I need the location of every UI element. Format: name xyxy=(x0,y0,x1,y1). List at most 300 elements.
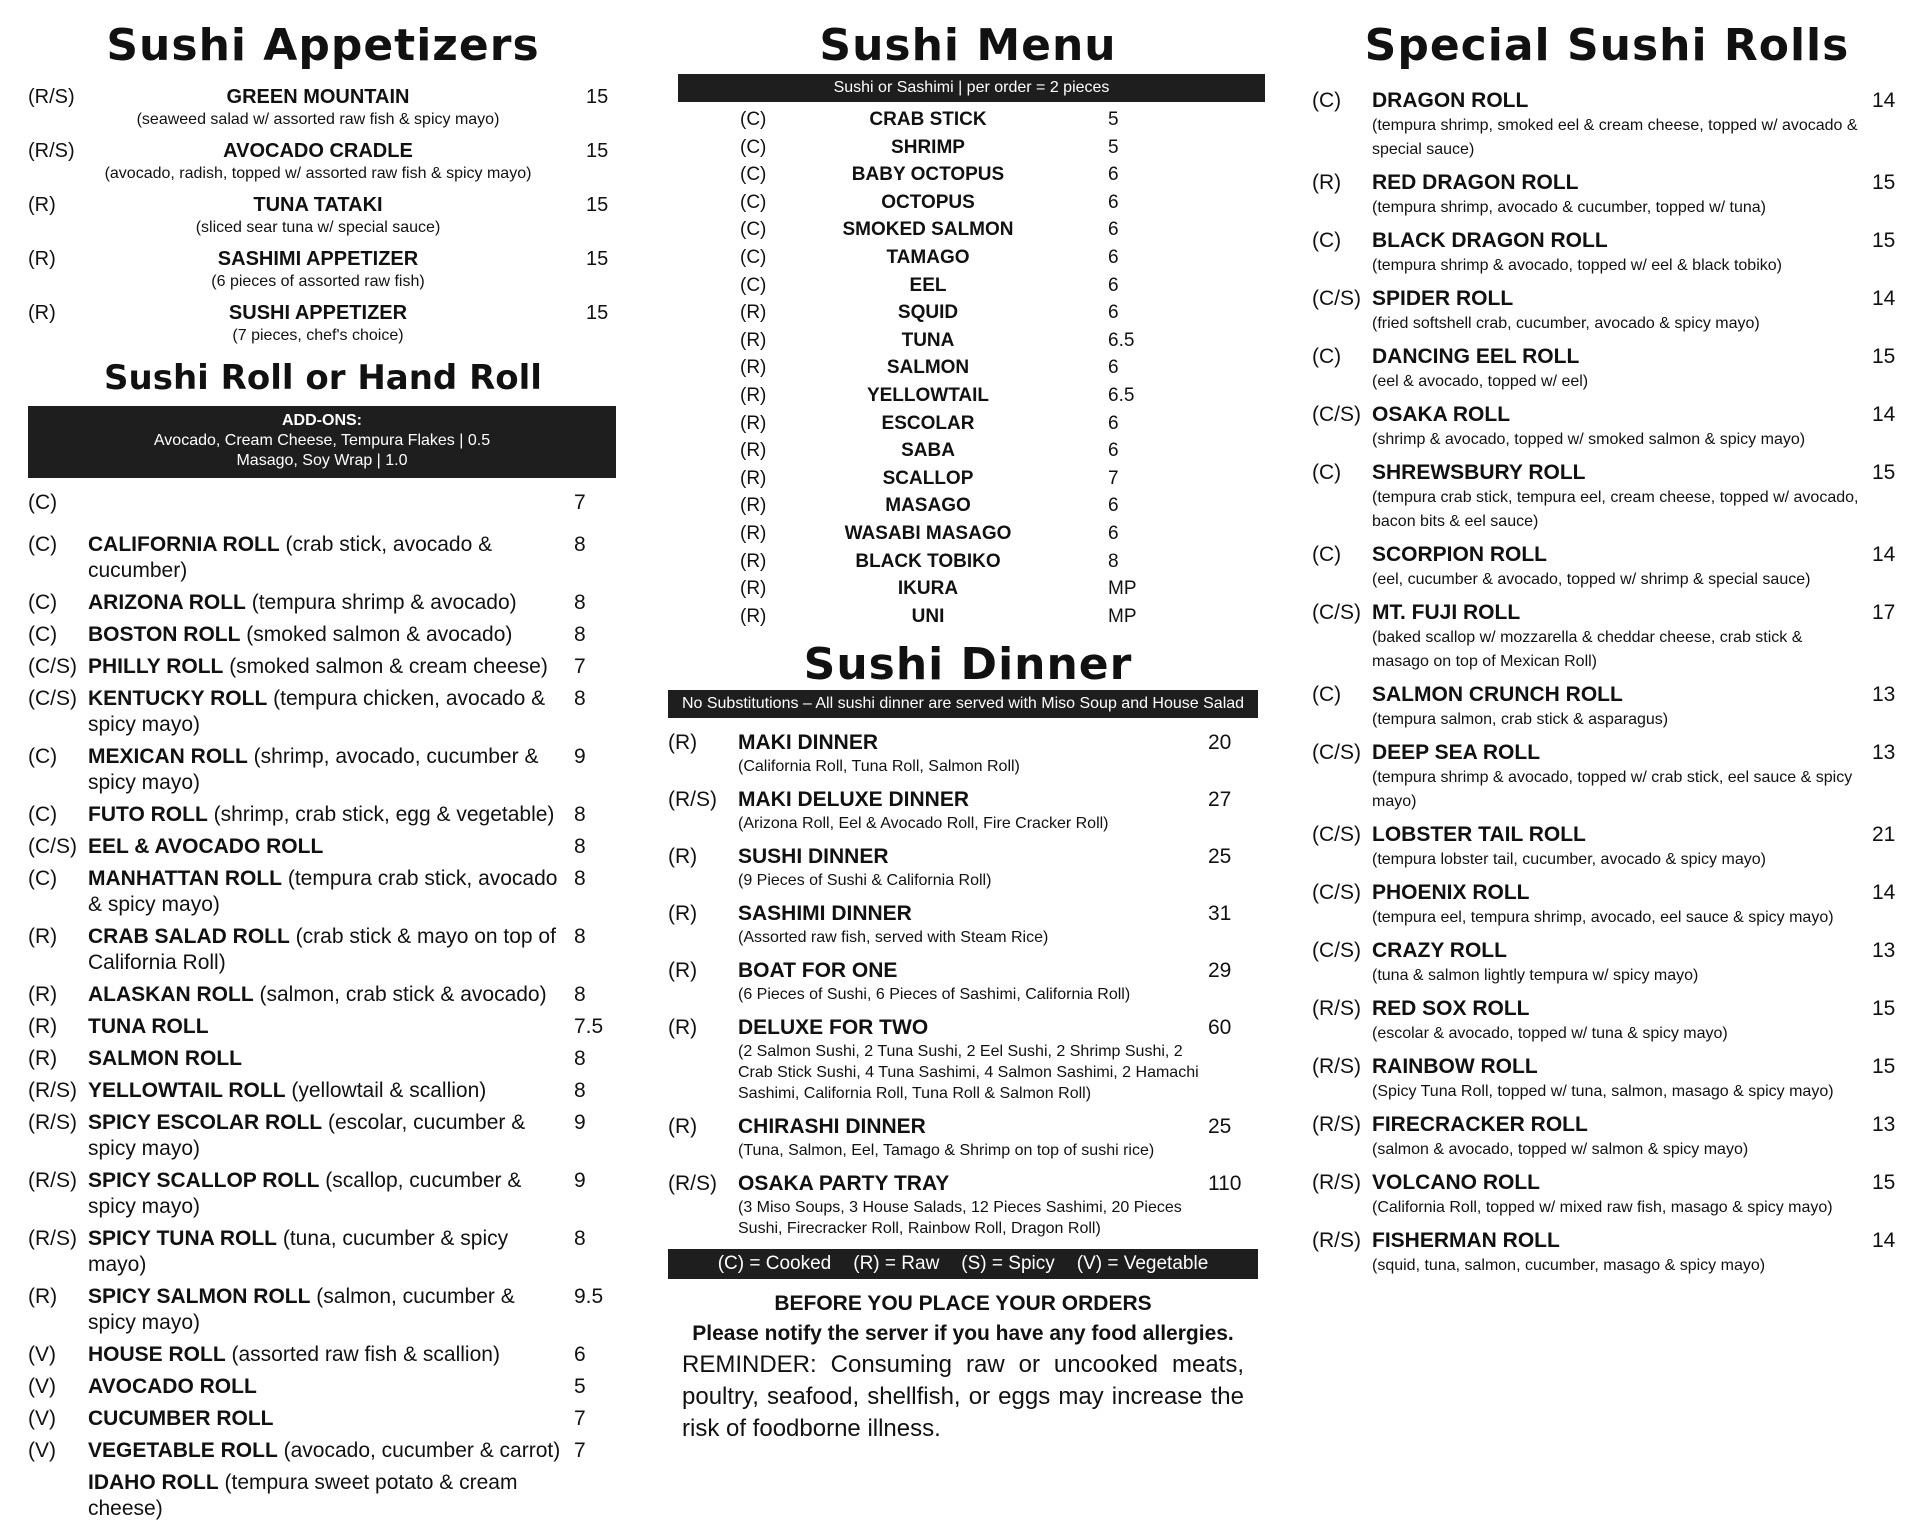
item-code: (C) xyxy=(740,136,767,158)
roll-row xyxy=(28,744,618,796)
item-code: (C/S) xyxy=(28,655,77,678)
special-roll-row xyxy=(1312,286,1902,312)
sushi-menu-row xyxy=(668,354,1268,382)
sushi-menu-row xyxy=(668,410,1268,438)
item-name: SHREWSBURY ROLL xyxy=(1372,461,1586,484)
item-code: (R) xyxy=(28,302,56,324)
middle-column xyxy=(668,0,1268,1484)
roll-row xyxy=(28,532,618,584)
sushi-menu-row xyxy=(668,575,1268,603)
item-description: (tempura crab stick, avocado & spicy mayo) xyxy=(88,867,558,916)
roll-row xyxy=(28,1470,618,1522)
item-description: (sliced sear tuna w/ special sauce) xyxy=(195,219,441,236)
item-price: MP xyxy=(1108,605,1137,627)
item-code: (C/S) xyxy=(1312,741,1361,764)
item-price: 25 xyxy=(1208,845,1232,869)
item-name: MASAGO xyxy=(885,495,971,517)
item-description: (tuna, cucumber & spicy mayo) xyxy=(88,1227,509,1276)
item-description: (salmon, cucumber & spicy mayo) xyxy=(88,1285,515,1334)
legend-bar xyxy=(668,1249,1258,1279)
sushi-menu-row xyxy=(668,520,1268,548)
item-description: (squid, tuna, salmon, cucumber, masago & spicy mayo) xyxy=(1372,1257,1766,1274)
item-code: (R) xyxy=(668,959,698,983)
roll-row xyxy=(28,1014,618,1040)
item-price: 6 xyxy=(1108,412,1119,434)
item-description: (salmon, crab stick & avocado) xyxy=(253,983,547,1006)
item-name: WASABI MASAGO xyxy=(844,522,1012,544)
item-name: SPICY SCALLOP ROLL xyxy=(88,1169,320,1192)
item-code: (C) xyxy=(28,803,58,826)
item-code: (R) xyxy=(740,412,767,434)
addons-label: ADD-ONS: xyxy=(282,412,362,429)
item-name: SASHIMI DINNER xyxy=(738,902,912,926)
rolls-lead-code: (C) xyxy=(28,491,58,514)
item-price: 15 xyxy=(1872,171,1896,194)
item-code: (C) xyxy=(1312,543,1342,566)
item-code: (R) xyxy=(28,1047,58,1070)
item-text xyxy=(88,654,568,680)
item-price: 15 xyxy=(1872,229,1896,252)
item-code: (R/S) xyxy=(28,1079,77,1102)
appetizer-row xyxy=(28,246,618,272)
item-price: 6 xyxy=(1108,274,1119,296)
item-price: 15 xyxy=(1872,997,1896,1020)
item-price: 15 xyxy=(1872,1055,1896,1078)
item-code: (R) xyxy=(740,302,767,324)
item-description: (California Roll, topped w/ mixed raw fish, masago & spicy mayo) xyxy=(1372,1199,1833,1216)
item-price: 8 xyxy=(574,925,586,948)
item-code: (C) xyxy=(1312,345,1342,368)
item-text xyxy=(88,1438,568,1464)
item-name: MAKI DELUXE DINNER xyxy=(738,788,970,812)
item-name: PHOENIX ROLL xyxy=(1372,881,1530,904)
item-name: RED SOX ROLL xyxy=(1372,997,1530,1020)
item-name: SALMON ROLL xyxy=(88,1047,242,1070)
item-price: 8 xyxy=(574,983,586,1006)
item-price: 15 xyxy=(1872,1171,1896,1194)
item-price: 8 xyxy=(574,533,586,556)
special-roll-row xyxy=(1312,682,1902,708)
item-code: (R) xyxy=(740,440,767,462)
item-name: VOLCANO ROLL xyxy=(1372,1171,1540,1194)
special-roll-row xyxy=(1312,88,1902,114)
item-name: SMOKED SALMON xyxy=(842,219,1014,241)
item-price: 15 xyxy=(586,302,609,324)
sushi-menu-row xyxy=(668,134,1268,162)
item-name: YELLOWTAIL ROLL xyxy=(88,1079,286,1102)
item-code: (C) xyxy=(740,274,767,296)
item-name: OSAKA ROLL xyxy=(1372,403,1511,426)
item-price: 6 xyxy=(1108,357,1119,379)
item-price: 9 xyxy=(574,1111,586,1134)
item-code: (R) xyxy=(740,550,767,572)
item-text xyxy=(88,1014,568,1040)
item-description: (avocado, radish, topped w/ assorted raw fish & spicy mayo) xyxy=(104,165,532,182)
item-price: 6 xyxy=(1108,302,1119,324)
item-name: DEEP SEA ROLL xyxy=(1372,741,1541,764)
item-description: (avocado, cucumber & carrot) xyxy=(277,1439,561,1462)
roll-row xyxy=(28,686,618,738)
roll-row xyxy=(28,866,618,918)
item-name: AVOCADO CRADLE xyxy=(223,140,413,162)
special-roll-row xyxy=(1312,1170,1902,1196)
dinner-row xyxy=(668,1114,1268,1140)
item-description: (escolar & avocado, topped w/ tuna & spicy mayo) xyxy=(1372,1025,1728,1042)
item-price: 8 xyxy=(574,1227,586,1250)
item-name: BABY OCTOPUS xyxy=(851,164,1005,186)
item-price: 8 xyxy=(574,1079,586,1102)
sushi-menu-row xyxy=(668,106,1268,134)
item-name: TUNA TATAKI xyxy=(253,194,383,216)
special-roll-row xyxy=(1312,542,1902,568)
item-text xyxy=(88,1470,568,1522)
item-code: (C/S) xyxy=(1312,939,1361,962)
roll-row xyxy=(28,1374,618,1400)
special-roll-row xyxy=(1312,460,1902,486)
item-text xyxy=(88,1284,568,1336)
item-code: (C/S) xyxy=(28,687,77,710)
item-description: (tempura shrimp, avocado & cucumber, topped w/ tuna) xyxy=(1372,199,1766,216)
item-code: (R) xyxy=(740,605,767,627)
roll-row xyxy=(28,834,618,860)
item-price: 14 xyxy=(1872,1229,1896,1252)
item-text xyxy=(88,1342,568,1368)
special-roll-row xyxy=(1312,1112,1902,1138)
item-name: SUSHI DINNER xyxy=(738,845,889,869)
dinner-row xyxy=(668,901,1268,927)
item-price: 20 xyxy=(1208,731,1232,755)
item-code: (V) xyxy=(28,1439,56,1462)
item-name: MEXICAN ROLL xyxy=(88,745,248,768)
appetizer-row xyxy=(28,84,618,110)
appetizer-row xyxy=(28,192,618,218)
allergy-notice: Please notify the server if you have any food allergies. xyxy=(692,1322,1234,1346)
sushi-menu-row xyxy=(668,465,1268,493)
item-price: 21 xyxy=(1872,823,1896,846)
item-name: SHRIMP xyxy=(891,136,965,158)
item-price: 17 xyxy=(1872,601,1896,624)
item-price: 7.5 xyxy=(574,1015,604,1038)
sushi-menu-title: Sushi Menu xyxy=(819,20,1117,71)
appetizer-row xyxy=(28,300,618,326)
item-text xyxy=(88,622,568,648)
special-roll-row xyxy=(1312,996,1902,1022)
item-description: (escolar, cucumber & spicy mayo) xyxy=(88,1111,526,1160)
item-description: (crab stick, avocado & cucumber) xyxy=(88,533,493,582)
item-code: (R) xyxy=(28,194,56,216)
item-description: (crab stick & mayo on top of California Roll) xyxy=(88,925,556,974)
item-description: (tempura shrimp & avocado, topped w/ crab stick, eel sauce & spicy mayo) xyxy=(1372,769,1853,810)
item-price: 31 xyxy=(1208,902,1232,926)
roll-row xyxy=(28,1406,618,1432)
item-code: (R) xyxy=(668,902,698,926)
legend-raw: (R) = Raw xyxy=(853,1253,940,1275)
roll-row xyxy=(28,1168,618,1220)
item-text xyxy=(88,866,568,918)
item-price: 8 xyxy=(1108,550,1119,572)
item-code: (R) xyxy=(28,925,58,948)
right-column xyxy=(1312,0,1902,1484)
item-name: BLACK TOBIKO xyxy=(855,550,1001,572)
item-text xyxy=(88,982,568,1008)
item-name: CRAB SALAD ROLL xyxy=(88,925,290,948)
item-price: 6 xyxy=(1108,495,1119,517)
item-code: (C) xyxy=(740,219,767,241)
sushi-menu-row xyxy=(668,244,1268,272)
special-roll-row xyxy=(1312,938,1902,964)
dinner-row xyxy=(668,958,1268,984)
item-price: 13 xyxy=(1872,939,1896,962)
item-name: RAINBOW ROLL xyxy=(1372,1055,1538,1078)
item-price: 29 xyxy=(1208,959,1232,983)
dinner-row xyxy=(668,1171,1268,1197)
item-code: (C) xyxy=(740,164,767,186)
dinner-list xyxy=(668,730,1268,1239)
item-description: (salmon & avocado, topped w/ salmon & spicy mayo) xyxy=(1372,1141,1749,1158)
item-price: 6 xyxy=(1108,522,1119,544)
rolls-lead-row xyxy=(28,490,618,516)
roll-row xyxy=(28,1078,618,1104)
sushi-menu-row xyxy=(668,327,1268,355)
item-price: 6 xyxy=(1108,246,1119,268)
item-description: (tempura shrimp & avocado) xyxy=(245,591,517,614)
item-code: (R) xyxy=(668,731,698,755)
sushi-menu-row xyxy=(668,548,1268,576)
item-price: 7 xyxy=(574,1439,586,1462)
item-code: (C/S) xyxy=(1312,601,1361,624)
item-code: (C) xyxy=(1312,89,1342,112)
dinner-row xyxy=(668,844,1268,870)
item-name: OSAKA PARTY TRAY xyxy=(738,1172,950,1196)
item-code: (C/S) xyxy=(1312,823,1361,846)
item-code: (R/S) xyxy=(28,140,75,162)
item-name: FISHERMAN ROLL xyxy=(1372,1229,1560,1252)
item-code: (C/S) xyxy=(1312,287,1361,310)
item-name: DANCING EEL ROLL xyxy=(1372,345,1580,368)
item-name: YELLOWTAIL xyxy=(866,384,990,406)
item-price: 6.5 xyxy=(1108,329,1135,351)
item-code: (R/S) xyxy=(28,1169,77,1192)
special-roll-row xyxy=(1312,740,1902,766)
item-description: (tempura chicken, avocado & spicy mayo) xyxy=(88,687,546,736)
item-name: CRAB STICK xyxy=(869,109,987,130)
item-name: RED DRAGON ROLL xyxy=(1372,171,1579,194)
item-code: (R/S) xyxy=(28,1227,77,1250)
item-name: SPICY SALMON ROLL xyxy=(88,1285,311,1308)
item-description: (Spicy Tuna Roll, topped w/ tuna, salmon, masago & spicy mayo) xyxy=(1372,1083,1834,1100)
item-name: VEGETABLE ROLL xyxy=(88,1439,278,1462)
roll-row xyxy=(28,1226,618,1278)
item-description: (fried softshell crab, cucumber, avocado & spicy mayo) xyxy=(1372,315,1760,332)
special-list xyxy=(1312,88,1902,1278)
item-description: (tempura salmon, crab stick & asparagus) xyxy=(1372,711,1669,728)
legend-cooked: (C) = Cooked xyxy=(717,1253,832,1275)
roll-row xyxy=(28,654,618,680)
item-price: 14 xyxy=(1872,287,1896,310)
item-code: (C) xyxy=(28,623,58,646)
item-name: GREEN MOUNTAIN xyxy=(226,86,410,108)
item-name: SQUID xyxy=(897,302,959,324)
item-price: 15 xyxy=(586,140,609,162)
sushi-menu-row xyxy=(668,492,1268,520)
item-price: 15 xyxy=(1872,461,1896,484)
item-price: 110 xyxy=(1208,1172,1242,1196)
item-text xyxy=(88,924,568,976)
item-description: (Arizona Roll, Eel & Avocado Roll, Fire Cracker Roll) xyxy=(738,815,1109,833)
item-price: 6 xyxy=(574,1343,586,1366)
item-name: AVOCADO ROLL xyxy=(88,1375,257,1398)
item-code: (C) xyxy=(28,591,58,614)
item-description: (tempura crab stick, tempura eel, cream cheese, topped w/ avocado, bacon bits & eel sauce) xyxy=(1372,489,1859,530)
item-price: 6 xyxy=(1108,440,1119,462)
legend-spicy: (S) = Spicy xyxy=(961,1253,1055,1275)
item-name: TUNA xyxy=(901,329,955,351)
dinner-row xyxy=(668,730,1268,756)
item-description: (3 Miso Soups, 3 House Salads, 12 Pieces Sashimi, 20 Pieces Sushi, Firecracker Roll, Rainbow Roll, Dragon Roll) xyxy=(738,1199,1182,1238)
dinner-bar: No Substitutions – All sushi dinner are served with Miso Soup and House Salad xyxy=(668,690,1258,718)
item-description: (eel & avocado, topped w/ eel) xyxy=(1372,373,1589,390)
item-name: CHIRASHI DINNER xyxy=(738,1115,926,1139)
item-code: (V) xyxy=(28,1407,56,1430)
item-code: (C) xyxy=(740,109,767,130)
item-name: SALMON xyxy=(886,357,970,379)
item-price: 60 xyxy=(1208,1016,1232,1040)
item-price xyxy=(568,1470,608,1522)
item-code: (C) xyxy=(1312,461,1342,484)
dinner-row xyxy=(668,1015,1268,1041)
item-name: UNI xyxy=(911,605,945,627)
item-name: MAKI DINNER xyxy=(738,731,878,755)
item-description: (smoked salmon & avocado) xyxy=(240,623,513,646)
sushi-menu-row xyxy=(668,272,1268,300)
item-price: 7 xyxy=(574,655,586,678)
item-code: (R) xyxy=(668,1016,698,1040)
item-price: 8 xyxy=(574,803,586,826)
item-description: (6 Pieces of Sushi, 6 Pieces of Sashimi, California Roll) xyxy=(738,986,1131,1004)
reminder-text: REMINDER: Consuming raw or uncooked meats, poultry, seafood, shellfish, or eggs may increase the risk of foodborne illness. xyxy=(682,1351,1244,1443)
item-description: (scallop, cucumber & spicy mayo) xyxy=(88,1169,522,1218)
item-name: ESCOLAR xyxy=(881,412,975,434)
item-price: 25 xyxy=(1208,1115,1232,1139)
roll-row xyxy=(28,1438,618,1464)
item-code: (C) xyxy=(28,533,58,556)
item-price: 13 xyxy=(1872,1113,1896,1136)
item-price: 6 xyxy=(1108,219,1119,241)
item-description: (seaweed salad w/ assorted raw fish & spicy mayo) xyxy=(136,111,500,128)
item-name: CUCUMBER ROLL xyxy=(88,1407,274,1430)
notice-heading: BEFORE YOU PLACE YOUR ORDERS xyxy=(774,1292,1152,1316)
item-price: 9.5 xyxy=(574,1285,604,1308)
item-name: SASHIMI APPETIZER xyxy=(217,248,419,270)
item-description: (California Roll, Tuna Roll, Salmon Roll) xyxy=(738,758,1020,776)
item-name: OCTOPUS xyxy=(881,191,975,213)
sushi-menu-bar: Sushi or Sashimi | per order = 2 pieces xyxy=(678,74,1265,102)
item-text xyxy=(88,1226,568,1278)
item-name: BLACK DRAGON ROLL xyxy=(1372,229,1608,252)
addons-line2: Masago, Soy Wrap | 1.0 xyxy=(236,452,408,469)
item-description: (baked scallop w/ mozzarella & cheddar cheese, crab stick & masago on top of Mexican Roll) xyxy=(1372,629,1803,670)
item-code: (V) xyxy=(28,1375,56,1398)
item-description: (7 pieces, chef's choice) xyxy=(232,327,404,344)
item-name: CALIFORNIA ROLL xyxy=(88,533,280,556)
item-price: 14 xyxy=(1872,89,1896,112)
item-price: 8 xyxy=(574,623,586,646)
item-name: LOBSTER TAIL ROLL xyxy=(1372,823,1586,846)
item-price: 15 xyxy=(586,248,609,270)
item-price: 5 xyxy=(574,1375,586,1398)
appetizers-title: Sushi Appetizers xyxy=(106,20,540,71)
item-code: (R/S) xyxy=(1312,1171,1361,1194)
item-code: (R) xyxy=(28,248,56,270)
item-code: (R) xyxy=(740,522,767,544)
item-name: DELUXE FOR TWO xyxy=(738,1016,929,1040)
item-code: (R) xyxy=(1312,171,1342,194)
sushi-menu-list xyxy=(668,106,1268,630)
item-description: (Assorted raw fish, served with Steam Rice) xyxy=(738,929,1049,947)
item-text xyxy=(88,1110,568,1162)
sushi-menu-row xyxy=(668,437,1268,465)
item-code: (C) xyxy=(1312,229,1342,252)
item-name: EEL & AVOCADO ROLL xyxy=(88,835,324,858)
item-description: (yellowtail & scallion) xyxy=(285,1079,487,1102)
item-description: (Tuna, Salmon, Eel, Tamago & Shrimp on top of sushi rice) xyxy=(738,1142,1155,1160)
item-code: (R) xyxy=(740,329,767,351)
item-description: (smoked salmon & cream cheese) xyxy=(223,655,548,678)
roll-row xyxy=(28,1342,618,1368)
item-text xyxy=(88,834,568,860)
item-name: SALMON CRUNCH ROLL xyxy=(1372,683,1623,706)
item-code: (R) xyxy=(740,467,767,489)
item-code: (R/S) xyxy=(668,1172,717,1196)
item-description: (assorted raw fish & scallion) xyxy=(225,1343,500,1366)
item-name: IDAHO ROLL xyxy=(88,1471,219,1494)
roll-row xyxy=(28,924,618,976)
item-name: DRAGON ROLL xyxy=(1372,89,1529,112)
item-code: (R) xyxy=(28,1285,58,1308)
item-code: (R) xyxy=(740,495,767,517)
item-name: BOSTON ROLL xyxy=(88,623,241,646)
roll-row xyxy=(28,622,618,648)
item-code: (R/S) xyxy=(1312,1113,1361,1136)
item-description: (shrimp & avocado, topped w/ smoked salmon & spicy mayo) xyxy=(1372,431,1806,448)
item-description: (9 Pieces of Sushi & California Roll) xyxy=(738,872,992,890)
item-code: (R/S) xyxy=(1312,1055,1361,1078)
item-code: (R) xyxy=(740,578,767,600)
item-text xyxy=(88,686,568,738)
item-code: (C/S) xyxy=(28,835,77,858)
item-text xyxy=(88,1078,568,1104)
item-price: 8 xyxy=(574,835,586,858)
item-description: (tempura lobster tail, cucumber, avocado & spicy mayo) xyxy=(1372,851,1766,868)
dinner-row xyxy=(668,787,1268,813)
item-description: (tempura shrimp, smoked eel & cream cheese, topped w/ avocado & special sauce) xyxy=(1372,117,1858,158)
item-text xyxy=(88,744,568,796)
roll-row xyxy=(28,1046,618,1072)
left-column xyxy=(28,0,618,1520)
special-roll-row xyxy=(1312,344,1902,370)
item-code: (R/S) xyxy=(28,1111,77,1134)
item-code: (R) xyxy=(668,845,698,869)
item-name: SPICY TUNA ROLL xyxy=(88,1227,278,1250)
item-price: 8 xyxy=(574,687,586,710)
item-name: KENTUCKY ROLL xyxy=(88,687,268,710)
item-name: SABA xyxy=(901,440,955,462)
rolls-title: Sushi Roll or Hand Roll xyxy=(104,358,542,398)
item-text xyxy=(88,1374,568,1400)
item-description: (tempura sweet potato & cream cheese) xyxy=(88,1471,518,1520)
item-description: (shrimp, crab stick, egg & vegetable) xyxy=(207,803,555,826)
appetizers-list xyxy=(28,84,618,346)
